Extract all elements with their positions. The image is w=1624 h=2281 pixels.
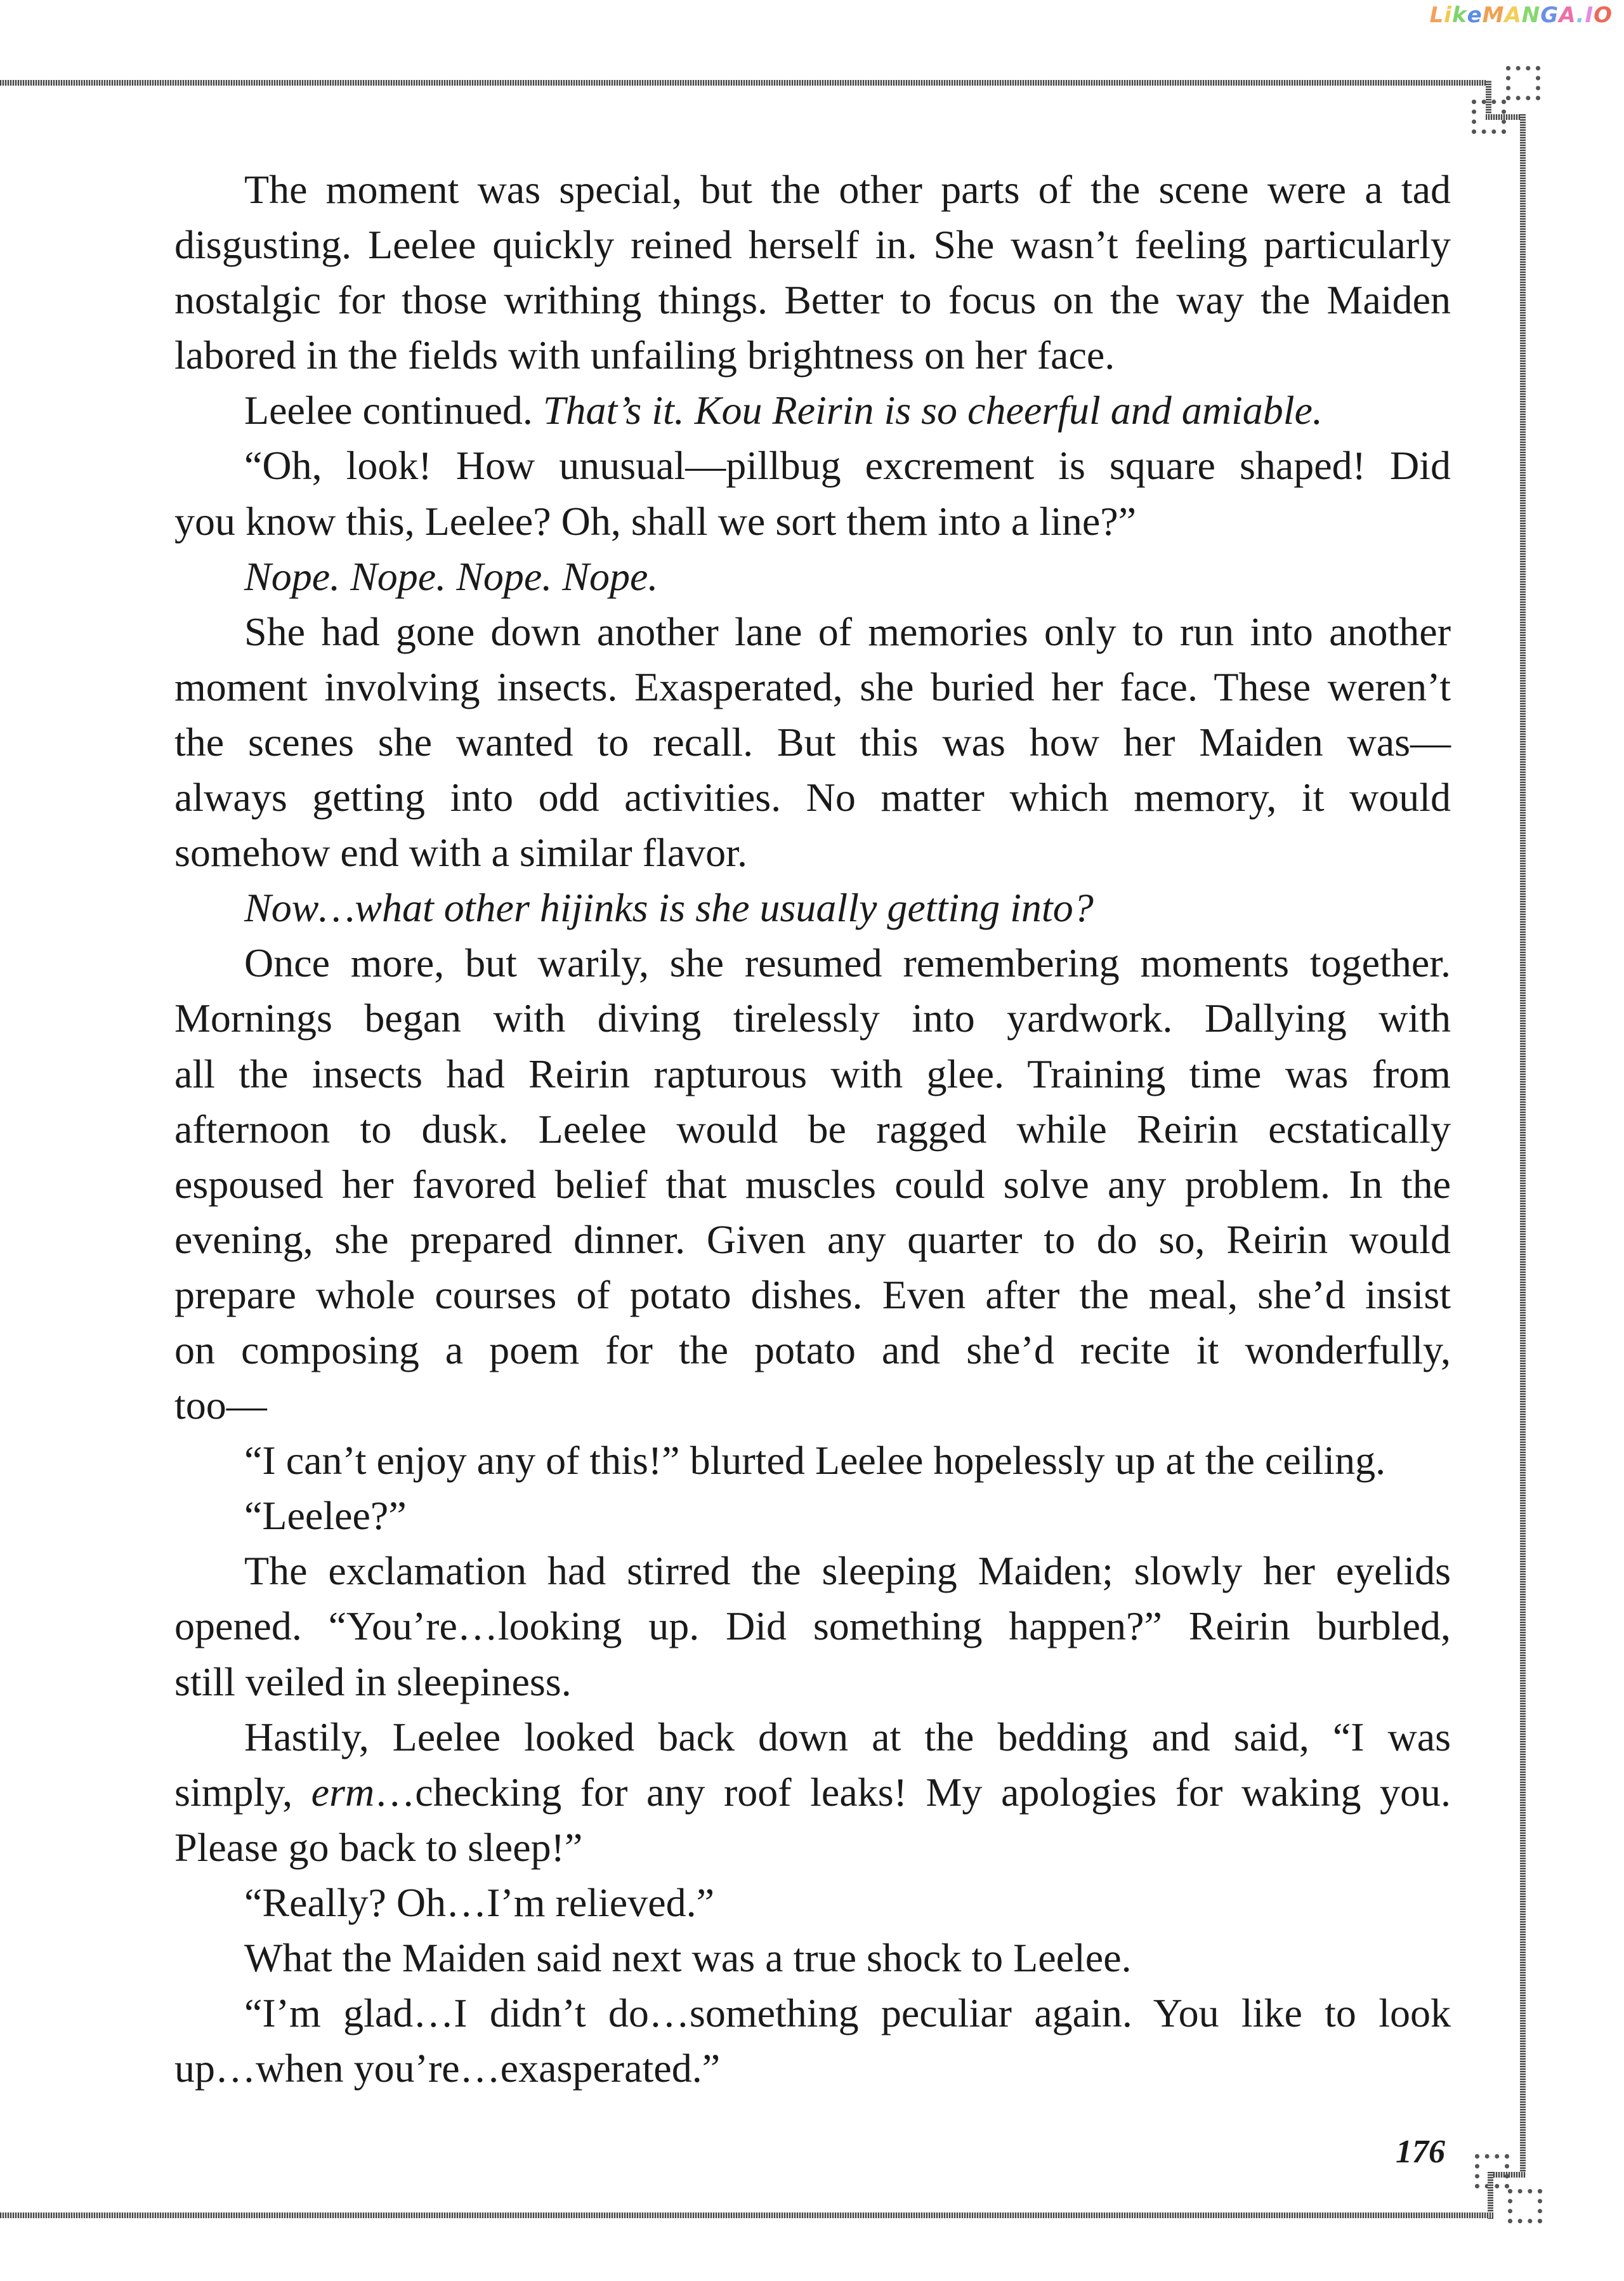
text-segment: you know this, Leelee? Oh, shall we sort them into a line?” xyxy=(174,498,1137,544)
italic-text: Now…what other hijinks is she usually getting into? xyxy=(244,885,1094,931)
watermark-letter: N xyxy=(1521,3,1541,28)
watermark-letter: . xyxy=(1576,3,1585,28)
watermark-logo xyxy=(1430,3,1613,28)
text-line xyxy=(174,1046,1451,1101)
text-line xyxy=(174,825,1451,880)
text-segment: Please go back to sleep!” xyxy=(174,1824,583,1870)
text-segment: opened. “You’re…looking up. Did something happen?” Reirin burbled, xyxy=(174,1603,1451,1649)
watermark-letter: e xyxy=(1467,3,1483,28)
text-segment: “Leelee?” xyxy=(244,1493,407,1539)
text-line xyxy=(174,770,1451,825)
text-line xyxy=(174,935,1451,990)
text-line xyxy=(174,494,1451,549)
watermark-letter: A xyxy=(1504,3,1522,28)
text-line xyxy=(174,1212,1451,1267)
italic-text: That’s it. Kou Reirin is so cheerful and amiable. xyxy=(542,388,1323,433)
text-line xyxy=(174,1433,1451,1488)
text-segment: disgusting. Leelee quickly reined herself in. She wasn’t feeling particularly xyxy=(174,222,1451,268)
text-segment: prepare whole courses of potato dishes. Even after the meal, she’d insist xyxy=(174,1272,1451,1317)
text-line xyxy=(174,1157,1451,1212)
text-segment: moment involving insects. Exasperated, she buried her face. These weren’t xyxy=(174,664,1451,709)
text-segment: up…when you’re…exasperated.” xyxy=(174,2046,721,2091)
text-segment: “I’m glad…I didn’t do…something peculiar again. You like to look xyxy=(244,1990,1451,2036)
text-line xyxy=(174,604,1451,659)
frame-top-border xyxy=(0,80,1491,86)
text-line xyxy=(174,1930,1451,1985)
watermark-letter: A xyxy=(1559,3,1576,28)
text-segment: What the Maiden said next was a true shock to Leelee. xyxy=(244,1935,1132,1980)
frame-right-border xyxy=(1520,114,1526,2176)
text-segment: Mornings began with diving tirelessly into yardwork. Dallying with xyxy=(174,996,1451,1041)
text-segment: espoused her favored belief that muscles could solve any problem. In the xyxy=(174,1161,1451,1207)
text-segment: nostalgic for those writhing things. Better to focus on the way the Maiden xyxy=(174,277,1451,323)
text-line xyxy=(174,438,1451,493)
text-segment: Once more, but warily, she resumed remembering moments together. xyxy=(244,940,1451,986)
text-line xyxy=(174,549,1451,604)
text-line xyxy=(174,162,1451,217)
watermark-letter: i xyxy=(1444,3,1452,28)
watermark-letter: I xyxy=(1585,3,1594,28)
text-line xyxy=(174,714,1451,770)
frame-top-connector xyxy=(1486,114,1525,120)
text-line xyxy=(174,1654,1451,1709)
text-line xyxy=(174,1765,1451,1820)
text-segment: the scenes she wanted to recall. But this was how her Maiden was— xyxy=(174,719,1451,765)
text-line xyxy=(174,327,1451,383)
text-segment: somehow end with a similar flavor. xyxy=(174,830,747,876)
text-line xyxy=(174,217,1451,272)
text-segment: simply, xyxy=(174,1769,311,1815)
italic-text: erm xyxy=(311,1769,375,1815)
text-line xyxy=(174,1322,1451,1377)
watermark-letter: L xyxy=(1429,3,1444,28)
text-line xyxy=(174,990,1451,1046)
text-line xyxy=(174,1598,1451,1653)
frame-corner-ornament xyxy=(1508,2189,1542,2223)
text-segment: always getting into odd activities. No matter which memory, it would xyxy=(174,775,1451,820)
text-line xyxy=(174,1101,1451,1157)
body-text xyxy=(174,162,1451,2096)
text-segment: still veiled in sleepiness. xyxy=(174,1659,572,1704)
frame-corner-ornament xyxy=(1506,66,1540,100)
watermark-letter: O xyxy=(1594,3,1613,28)
text-line xyxy=(174,1709,1451,1765)
text-line xyxy=(174,1875,1451,1930)
text-line xyxy=(174,1267,1451,1322)
text-segment: Hastily, Leelee looked back down at the bedding and said, “I was xyxy=(244,1714,1451,1759)
text-segment: …checking for any roof leaks! My apologies for waking you. xyxy=(374,1769,1451,1815)
text-segment: on composing a poem for the potato and she’d recite it wonderfully, xyxy=(174,1327,1451,1372)
text-line xyxy=(174,2041,1451,2096)
frame-bottom-border xyxy=(0,2212,1493,2218)
watermark-letter: k xyxy=(1451,3,1467,28)
text-segment: She had gone down another lane of memories only to run into another xyxy=(244,608,1451,654)
text-segment: afternoon to dusk. Leelee would be ragged while Reirin ecstatically xyxy=(174,1106,1451,1152)
text-segment: all the insects had Reirin rapturous with glee. Training time was from xyxy=(174,1051,1451,1096)
frame-right-border xyxy=(1488,2172,1493,2219)
text-line xyxy=(174,1820,1451,1875)
text-line xyxy=(174,880,1451,935)
text-segment: “Oh, look! How unusual—pillbug excrement is square shaped! Did xyxy=(244,443,1451,489)
text-segment: evening, she prepared dinner. Given any quarter to do so, Reirin would xyxy=(174,1216,1451,1262)
text-segment: “I can’t enjoy any of this!” blurted Leelee hopelessly up at the ceiling. xyxy=(244,1438,1386,1483)
text-line xyxy=(174,659,1451,714)
watermark-letter: M xyxy=(1482,3,1505,28)
text-line xyxy=(174,1985,1451,2041)
italic-text: Nope. Nope. Nope. Nope. xyxy=(244,553,658,599)
text-segment: Leelee continued. xyxy=(244,388,543,433)
text-segment: too— xyxy=(174,1383,267,1428)
frame-right-border xyxy=(1486,80,1491,118)
watermark-letter: G xyxy=(1540,3,1559,28)
text-line xyxy=(174,1377,1451,1433)
text-line xyxy=(174,383,1451,438)
text-line xyxy=(174,1488,1451,1543)
text-segment: The moment was special, but the other parts of the scene were a tad xyxy=(244,167,1451,212)
text-segment: The exclamation had stirred the sleeping Maiden; slowly her eyelids xyxy=(244,1548,1451,1594)
text-line xyxy=(174,272,1451,327)
text-segment: labored in the fields with unfailing brightness on her face. xyxy=(174,332,1115,378)
page-number: 176 xyxy=(1396,2134,1445,2170)
text-segment: “Really? Oh…I’m relieved.” xyxy=(244,1879,714,1925)
text-line xyxy=(174,1543,1451,1598)
